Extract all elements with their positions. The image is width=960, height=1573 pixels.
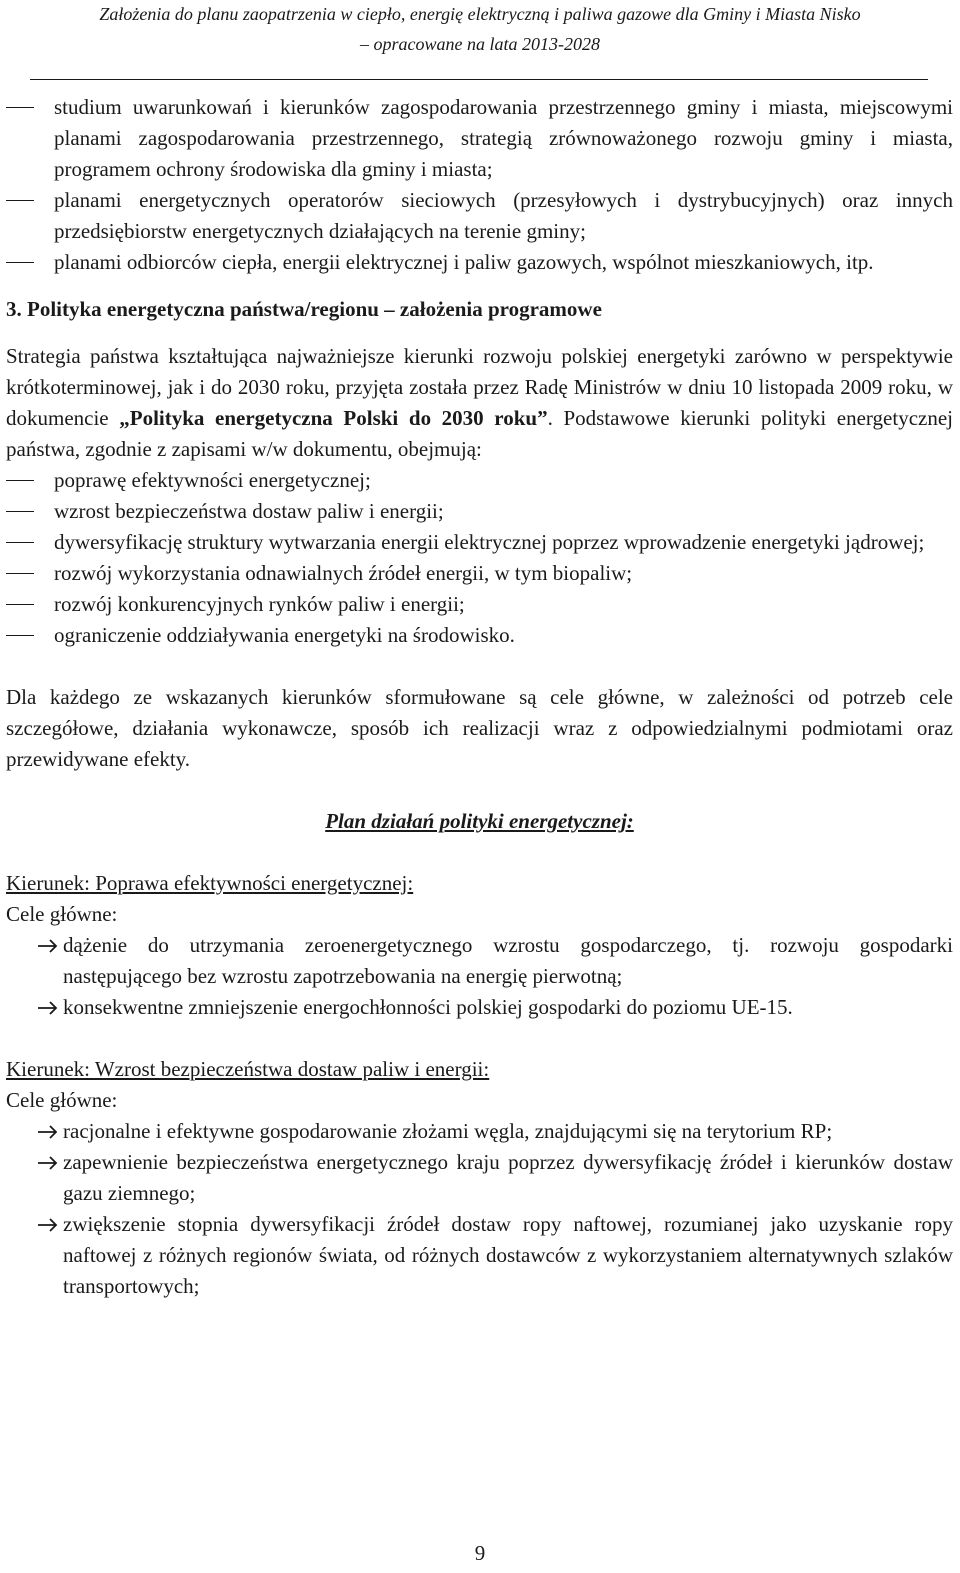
arrow-right-icon (36, 1147, 60, 1178)
section-heading: 3. Polityka energetyczna państwa/regionu – założenia programowe (6, 297, 602, 321)
list-item: planami odbiorców ciepła, energii elektrycznej i paliw gazowych, wspólnot mieszkaniowych, itp. (6, 247, 953, 278)
direction-item: ograniczenie oddziaływania energetyki na środowisko. (6, 620, 953, 651)
direction-item: dywersyfikację struktury wytwarzania energii elektrycznej poprzez wprowadzenie energetyki jądrowej; (6, 527, 953, 558)
goal-item: konsekwentne zmniejszenie energochłonności polskiej gospodarki do poziomu UE-15. (6, 992, 953, 1023)
goal-item: zwiększenie stopnia dywersyfikacji źródeł dostaw ropy naftowej, rozumianej jako uzyskanie ropy naftowej z różnych regionów świata, od różnych dostawców z wykorzystaniem alternatywnych szlaków transportowych; (6, 1209, 953, 1302)
dash-bullet-icon (6, 262, 34, 263)
plan-title: Plan działań polityki energetycznej: (325, 809, 634, 833)
document-title: „Polityka energetyczna Polski do 2030 roku” (119, 406, 548, 430)
arrow-right-icon (36, 1209, 60, 1240)
arrow-right-icon (36, 930, 60, 961)
direction-heading: Kierunek: Wzrost bezpieczeństwa dostaw paliw i energii: (6, 1057, 490, 1081)
dash-bullet-icon (6, 107, 34, 108)
direction-item: wzrost bezpieczeństwa dostaw paliw i energii; (6, 496, 953, 527)
list-item: studium uwarunkowań i kierunków zagospodarowania przestrzennego gminy i miasta, miejscowymi planami zagospodarowania przestrzennego, strategią zrównoważonego rozwoju gminy i miasta, programem ochrony środowiska dla gminy i miasta; (6, 92, 953, 185)
dash-bullet-icon (6, 635, 34, 636)
list-item: planami energetycznych operatorów sieciowych (przesyłowych i dystrybucyjnych) oraz innych przedsiębiorstw energetycznych działających na terenie gminy; (6, 185, 953, 247)
dash-bullet-icon (6, 542, 34, 543)
direction-item: poprawę efektywności energetycznej; (6, 465, 953, 496)
direction-item: rozwój konkurencyjnych rynków paliw i energii; (6, 589, 953, 620)
arrow-right-icon (36, 1116, 60, 1147)
direction-heading: Kierunek: Poprawa efektywności energetycznej: (6, 871, 414, 895)
page-number: 9 (474, 1541, 486, 1565)
dash-bullet-icon (6, 604, 34, 605)
goals-paragraph: Dla każdego ze wskazanych kierunków sformułowane są cele główne, w zależności od potrzeb cele szczegółowe, działania wykonawcze, sposób ich realizacji wraz z odpowiedzialnymi podmiotami oraz przewidywane efekty. (6, 685, 953, 771)
arrow-right-icon (36, 992, 60, 1023)
main-goals-label: Cele główne: (6, 1088, 118, 1112)
goal-item: dążenie do utrzymania zeroenergetycznego wzrostu gospodarczego, tj. rozwoju gospodarki następującego bez wzrostu zapotrzebowania na energię pierwotną; (6, 930, 953, 992)
dash-bullet-icon (6, 511, 34, 512)
goal-item: zapewnienie bezpieczeństwa energetycznego kraju poprzez dywersyfikację źródeł i kierunków dostaw gazu ziemnego; (6, 1147, 953, 1209)
direction-item: rozwój wykorzystania odnawialnych źródeł energii, w tym biopaliw; (6, 558, 953, 589)
header-subtitle: – opracowane na lata 2013-2028 (360, 34, 600, 54)
document-body (6, 92, 953, 1302)
dash-bullet-icon (6, 200, 34, 201)
goal-item: racjonalne i efektywne gospodarowanie złożami węgla, znajdującymi się na terytorium RP; (6, 1116, 953, 1147)
strategy-paragraph: Strategia państwa kształtująca najważniejsze kierunki rozwoju polskiej energetyki zarówno w perspektywie krótkoterminowej, jak i do 2030 roku, przyjęta została przez Radę Ministrów w dniu 10 listopada 2009 roku, w dokumencie „Polityka energetyczna Polski do 2030 roku”. Podstawowe kierunki polityki energetycznej państwa, zgodnie z zapisami w/w dokumentu, obejmują: (6, 344, 953, 461)
dash-bullet-icon (6, 573, 34, 574)
dash-bullet-icon (6, 480, 34, 481)
header-title: Założenia do planu zaopatrzenia w ciepło, energię elektryczną i paliwa gazowe dla Gminy i Miasta Nisko (99, 4, 861, 24)
header-rule (30, 79, 928, 80)
main-goals-label: Cele główne: (6, 902, 118, 926)
